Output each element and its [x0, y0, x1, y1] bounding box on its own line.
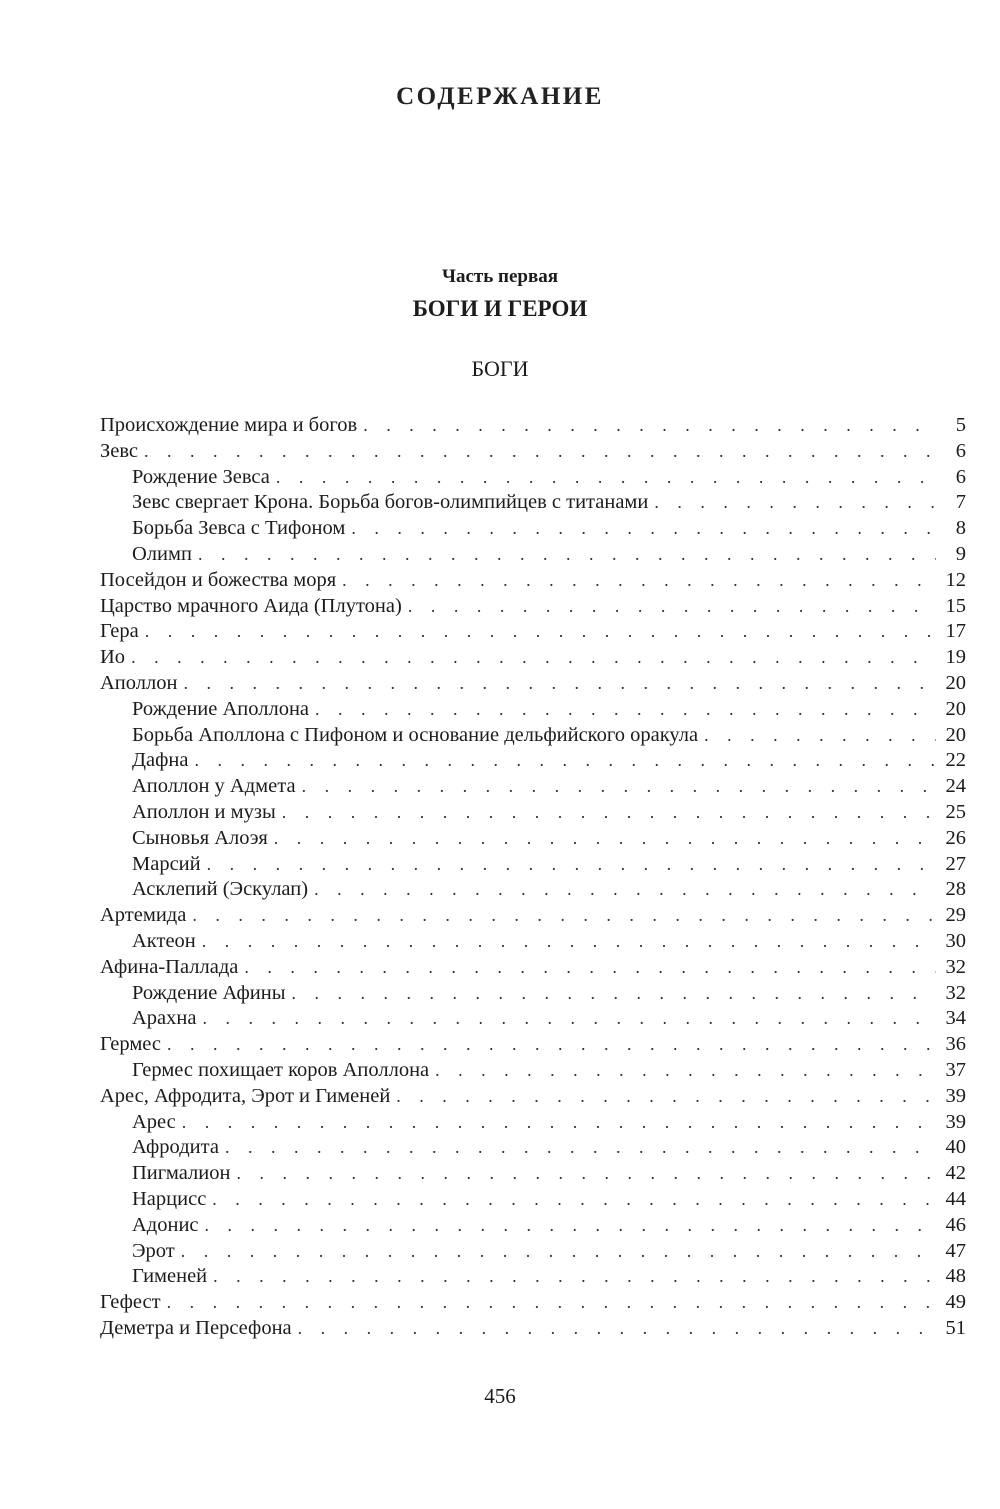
toc-entry — [100, 645, 966, 671]
toc-entry-page: 32 — [945, 955, 966, 978]
dot-leader — [282, 800, 936, 826]
toc-entry-page: 25 — [945, 800, 966, 823]
toc-entry-title: Посейдон и божества моря — [100, 568, 337, 591]
dot-leader — [213, 1264, 936, 1290]
toc-entry — [100, 852, 966, 878]
toc-entry-page: 7 — [955, 491, 966, 514]
toc-entry-title: Рождение Аполлона — [132, 697, 310, 720]
toc-entry-title: Пигмалион — [132, 1162, 231, 1185]
toc-entry — [100, 1316, 966, 1342]
toc-entry — [100, 490, 966, 516]
dot-leader — [131, 645, 936, 671]
toc-entry-title: Эрот — [132, 1239, 175, 1262]
toc-entry-page: 48 — [945, 1265, 966, 1288]
dot-leader — [144, 439, 936, 465]
toc-entry-page: 27 — [945, 852, 966, 875]
toc-entry-page: 22 — [945, 749, 966, 772]
toc-entry — [100, 1135, 966, 1161]
toc-entry — [100, 1187, 966, 1213]
dot-leader — [202, 929, 936, 955]
toc-entry-title: Гермес похищает коров Аполлона — [132, 1058, 430, 1081]
toc-entry-page: 19 — [945, 646, 966, 669]
toc-entry-title: Царство мрачного Аида (Плутона) — [100, 594, 402, 617]
toc-entry-page: 29 — [945, 904, 966, 927]
toc-entry-page: 20 — [945, 723, 966, 746]
toc-entry — [100, 594, 966, 620]
table-of-contents — [100, 413, 966, 1342]
toc-entry — [100, 619, 966, 645]
toc-entry-page: 49 — [945, 1291, 966, 1314]
toc-entry-page: 37 — [945, 1058, 966, 1081]
toc-entry-title: Деметра и Персефона — [100, 1316, 292, 1339]
page-title: СОДЕРЖАНИЕ — [396, 83, 604, 110]
toc-entry — [100, 697, 966, 723]
toc-entry — [100, 413, 966, 439]
toc-entry — [100, 800, 966, 826]
toc-entry — [100, 1110, 966, 1136]
part-title: БОГИ И ГЕРОИ — [412, 296, 588, 321]
toc-entry — [100, 826, 966, 852]
dot-leader — [198, 542, 936, 568]
toc-entry — [100, 955, 966, 981]
toc-entry — [100, 465, 966, 491]
toc-entry-title: Зевс свергает Крона. Борьба богов-олимпийцев с титанами — [132, 491, 649, 514]
dot-leader — [351, 516, 936, 542]
dot-leader — [207, 852, 936, 878]
toc-entry-title: Асклепий (Эскулап) — [132, 878, 309, 901]
dot-leader — [212, 1187, 936, 1213]
toc-entry-page: 36 — [945, 1033, 966, 1056]
toc-entry — [100, 568, 966, 594]
toc-entry-title: Нарцисс — [132, 1187, 207, 1210]
toc-entry-title: Арес — [132, 1110, 176, 1133]
toc-entry — [100, 1084, 966, 1110]
dot-leader — [182, 1110, 936, 1136]
toc-entry-page: 47 — [945, 1239, 966, 1262]
dot-leader — [408, 594, 936, 620]
toc-entry-title: Адонис — [132, 1213, 199, 1236]
toc-entry-page: 40 — [945, 1136, 966, 1159]
dot-leader — [194, 748, 936, 774]
toc-entry-page: 30 — [945, 929, 966, 952]
toc-entry-title: Рождение Афины — [132, 981, 286, 1004]
toc-entry — [100, 1058, 966, 1084]
toc-entry — [100, 516, 966, 542]
toc-entry-title: Гермес — [100, 1033, 162, 1056]
dot-leader — [302, 774, 936, 800]
toc-entry — [100, 1290, 966, 1316]
dot-leader — [276, 465, 936, 491]
toc-entry-page: 32 — [945, 981, 966, 1004]
toc-entry-page: 20 — [945, 697, 966, 720]
toc-entry-page: 51 — [945, 1316, 966, 1339]
toc-entry-page: 46 — [945, 1213, 966, 1236]
toc-entry-title: Сыновья Алоэя — [132, 826, 268, 849]
toc-entry-title: Аполлон — [100, 671, 178, 694]
dot-leader — [435, 1058, 936, 1084]
dot-leader — [654, 490, 936, 516]
toc-entry-page: 17 — [945, 620, 966, 643]
dot-leader — [145, 619, 936, 645]
dot-leader — [183, 671, 936, 697]
toc-entry-title: Зевс — [100, 439, 139, 462]
part-label: Часть первая — [442, 266, 558, 287]
toc-entry-title: Артемида — [100, 904, 187, 927]
dot-leader — [192, 903, 936, 929]
dot-leader — [298, 1316, 936, 1342]
toc-entry-page: 6 — [955, 439, 966, 462]
toc-entry-title: Марсий — [132, 852, 201, 875]
toc-entry-page: 42 — [945, 1162, 966, 1185]
toc-entry-title: Гефест — [100, 1291, 161, 1314]
toc-entry — [100, 723, 966, 749]
toc-entry — [100, 748, 966, 774]
dot-leader — [225, 1135, 936, 1161]
toc-entry-page: 24 — [945, 775, 966, 798]
toc-entry — [100, 671, 966, 697]
toc-entry — [100, 1006, 966, 1032]
toc-entry — [100, 774, 966, 800]
toc-entry-page: 6 — [955, 465, 966, 488]
toc-entry-title: Аполлон у Адмета — [132, 775, 296, 798]
toc-entry-title: Афина-Паллада — [100, 955, 239, 978]
toc-entry-title: Гименей — [132, 1265, 208, 1288]
toc-entry-title: Борьба Аполлона с Пифоном и основание дельфийского оракула — [132, 723, 699, 746]
toc-entry-title: Ио — [100, 646, 126, 669]
page-number: 456 — [484, 1384, 516, 1408]
toc-entry — [100, 929, 966, 955]
toc-entry-title: Афродита — [132, 1136, 219, 1159]
toc-entry — [100, 1239, 966, 1265]
toc-entry — [100, 877, 966, 903]
dot-leader — [292, 981, 936, 1007]
toc-entry-title: Арес, Афродита, Эрот и Гименей — [100, 1084, 391, 1107]
toc-entry-title: Актеон — [132, 929, 196, 952]
toc-entry-title: Олимп — [132, 542, 192, 565]
toc-entry-page: 9 — [955, 542, 966, 565]
section-title: БОГИ — [471, 356, 529, 381]
toc-entry — [100, 1264, 966, 1290]
toc-entry — [100, 903, 966, 929]
toc-entry-page: 5 — [955, 414, 966, 436]
dot-leader — [342, 568, 936, 594]
dot-leader — [244, 955, 936, 981]
toc-entry-title: Происхождение мира и богов — [100, 414, 358, 436]
dot-leader — [202, 1006, 936, 1032]
dot-leader — [314, 877, 936, 903]
toc-entry-title: Гера — [100, 620, 139, 643]
toc-entry-title: Борьба Зевса с Тифоном — [132, 517, 346, 540]
toc-entry-page: 44 — [945, 1187, 966, 1210]
dot-leader — [167, 1032, 936, 1058]
toc-entry — [100, 1213, 966, 1239]
toc-entry — [100, 981, 966, 1007]
toc-entry-title: Дафна — [132, 749, 189, 772]
dot-leader — [396, 1084, 936, 1110]
toc-entry — [100, 1032, 966, 1058]
dot-leader — [181, 1239, 936, 1265]
toc-entry — [100, 542, 966, 568]
dot-leader — [236, 1161, 936, 1187]
toc-entry-title: Рождение Зевса — [132, 465, 270, 488]
toc-entry-page: 39 — [945, 1110, 966, 1133]
toc-entry-page: 39 — [945, 1084, 966, 1107]
toc-entry-page: 28 — [945, 878, 966, 901]
toc-entry-page: 12 — [945, 568, 966, 591]
toc-entry-page: 26 — [945, 826, 966, 849]
toc-entry-title: Арахна — [132, 1007, 197, 1030]
dot-leader — [167, 1290, 936, 1316]
toc-entry — [100, 1161, 966, 1187]
toc-entry-title: Аполлон и музы — [132, 800, 276, 823]
dot-leader — [274, 826, 936, 852]
toc-entry — [100, 439, 966, 465]
dot-leader — [363, 413, 936, 439]
toc-entry-page: 8 — [955, 517, 966, 540]
toc-entry-page: 15 — [945, 594, 966, 617]
toc-entry-page: 34 — [945, 1007, 966, 1030]
dot-leader — [205, 1213, 936, 1239]
dot-leader — [315, 697, 936, 723]
toc-entry-page: 20 — [945, 671, 966, 694]
dot-leader — [704, 723, 936, 749]
